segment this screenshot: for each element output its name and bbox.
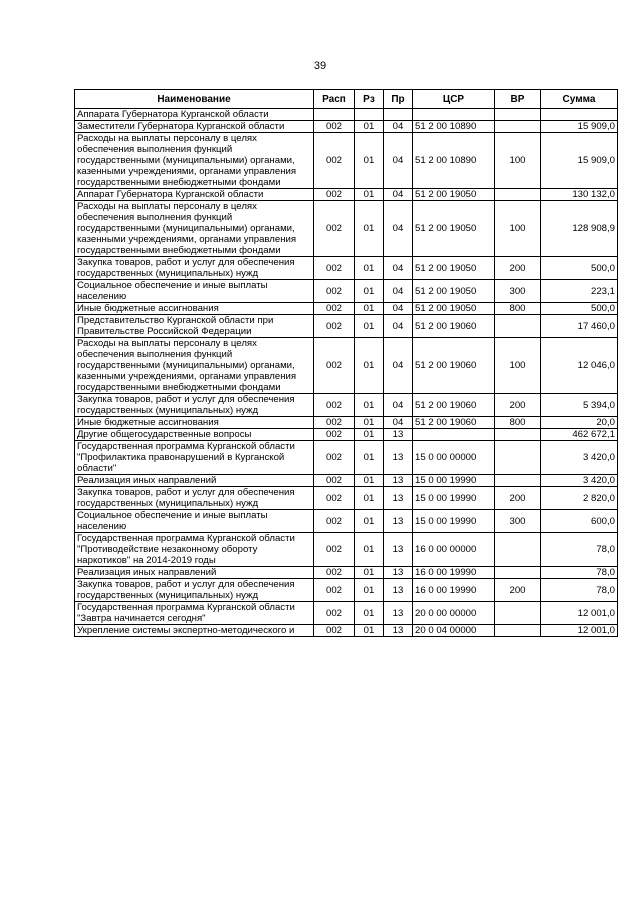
cell-sum: 17 460,0 xyxy=(541,315,618,338)
header-name: Наименование xyxy=(75,90,314,109)
cell-csr: 51 2 00 19050 xyxy=(413,303,495,315)
cell-rz xyxy=(355,109,384,121)
table-row xyxy=(75,533,618,567)
cell-name: Государственная программа Курганской области "Завтра начинается сегодня" xyxy=(75,602,314,625)
cell-name: Государственная программа Курганской области "Противодействие незаконному обороту наркотиков" на 2014-2019 годы xyxy=(75,533,314,567)
cell-csr xyxy=(413,429,495,441)
cell-name: Укрепление системы экспертно-методического и xyxy=(75,625,314,637)
cell-csr: 51 2 00 19050 xyxy=(413,189,495,201)
cell-rz: 01 xyxy=(355,394,384,417)
cell-csr: 16 0 00 19990 xyxy=(413,567,495,579)
cell-csr: 15 0 00 19990 xyxy=(413,510,495,533)
cell-rz: 01 xyxy=(355,280,384,303)
cell-csr: 15 0 00 19990 xyxy=(413,487,495,510)
cell-vr xyxy=(495,429,541,441)
cell-rz: 01 xyxy=(355,441,384,475)
cell-rz: 01 xyxy=(355,257,384,280)
cell-name: Закупка товаров, работ и услуг для обеспечения государственных (муниципальных) нужд xyxy=(75,257,314,280)
cell-sum: 500,0 xyxy=(541,303,618,315)
cell-name: Расходы на выплаты персоналу в целях обеспечения выполнения функций государственными (муниципальными) органами, казенными учреждениями, органами управления государственными внебюджетными фондами xyxy=(75,338,314,394)
cell-rz: 01 xyxy=(355,338,384,394)
cell-rz: 01 xyxy=(355,417,384,429)
cell-sum: 600,0 xyxy=(541,510,618,533)
cell-rz: 01 xyxy=(355,475,384,487)
cell-rasp: 002 xyxy=(314,394,355,417)
cell-name: Государственная программа Курганской области "Профилактика правонарушений в Курганской области" xyxy=(75,441,314,475)
cell-pr: 04 xyxy=(384,417,413,429)
cell-sum: 223,1 xyxy=(541,280,618,303)
cell-rasp: 002 xyxy=(314,121,355,133)
cell-name: Реализация иных направлений xyxy=(75,475,314,487)
cell-csr: 51 2 00 10890 xyxy=(413,133,495,189)
cell-csr: 51 2 00 10890 xyxy=(413,121,495,133)
cell-sum: 12 001,0 xyxy=(541,602,618,625)
cell-csr: 51 2 00 19050 xyxy=(413,257,495,280)
cell-vr xyxy=(495,315,541,338)
cell-vr xyxy=(495,189,541,201)
cell-csr: 16 0 00 00000 xyxy=(413,533,495,567)
table-row xyxy=(75,315,618,338)
header-csr: ЦСР xyxy=(413,90,495,109)
cell-rz: 01 xyxy=(355,533,384,567)
cell-rz: 01 xyxy=(355,510,384,533)
cell-vr: 100 xyxy=(495,201,541,257)
table-row xyxy=(75,280,618,303)
cell-csr: 51 2 00 19060 xyxy=(413,394,495,417)
cell-csr: 20 0 00 00000 xyxy=(413,602,495,625)
cell-name: Закупка товаров, работ и услуг для обеспечения государственных (муниципальных) нужд xyxy=(75,394,314,417)
cell-sum: 500,0 xyxy=(541,257,618,280)
cell-pr: 04 xyxy=(384,338,413,394)
cell-pr: 13 xyxy=(384,475,413,487)
cell-sum: 3 420,0 xyxy=(541,475,618,487)
cell-sum: 15 909,0 xyxy=(541,133,618,189)
cell-rz: 01 xyxy=(355,579,384,602)
cell-sum: 128 908,9 xyxy=(541,201,618,257)
cell-rasp: 002 xyxy=(314,625,355,637)
table-row xyxy=(75,625,618,637)
cell-name: Закупка товаров, работ и услуг для обеспечения государственных (муниципальных) нужд xyxy=(75,579,314,602)
cell-rasp: 002 xyxy=(314,315,355,338)
cell-pr: 04 xyxy=(384,201,413,257)
cell-pr: 13 xyxy=(384,602,413,625)
cell-name: Иные бюджетные ассигнования xyxy=(75,417,314,429)
table-row xyxy=(75,441,618,475)
table-row xyxy=(75,417,618,429)
cell-name: Аппарат Губернатора Курганской области xyxy=(75,189,314,201)
header-rz: Рз xyxy=(355,90,384,109)
header-pr: Пр xyxy=(384,90,413,109)
cell-rasp: 002 xyxy=(314,338,355,394)
table-row xyxy=(75,567,618,579)
cell-sum: 462 672,1 xyxy=(541,429,618,441)
header-sum: Сумма xyxy=(541,90,618,109)
cell-vr: 200 xyxy=(495,257,541,280)
cell-rasp: 002 xyxy=(314,579,355,602)
cell-vr xyxy=(495,441,541,475)
cell-pr: 04 xyxy=(384,303,413,315)
cell-rasp: 002 xyxy=(314,417,355,429)
cell-rz: 01 xyxy=(355,625,384,637)
budget-table xyxy=(74,89,618,637)
cell-sum: 12 046,0 xyxy=(541,338,618,394)
cell-rasp: 002 xyxy=(314,510,355,533)
header-row xyxy=(75,90,618,109)
cell-rz: 01 xyxy=(355,315,384,338)
cell-rasp: 002 xyxy=(314,201,355,257)
cell-name: Реализация иных направлений xyxy=(75,567,314,579)
cell-pr xyxy=(384,109,413,121)
cell-rasp: 002 xyxy=(314,487,355,510)
cell-rasp: 002 xyxy=(314,280,355,303)
cell-csr: 20 0 04 00000 xyxy=(413,625,495,637)
cell-pr: 04 xyxy=(384,394,413,417)
cell-pr: 13 xyxy=(384,510,413,533)
cell-csr: 16 0 00 19990 xyxy=(413,579,495,602)
cell-sum: 78,0 xyxy=(541,579,618,602)
table-row xyxy=(75,303,618,315)
cell-pr: 04 xyxy=(384,280,413,303)
cell-vr: 300 xyxy=(495,510,541,533)
cell-rasp: 002 xyxy=(314,602,355,625)
cell-rasp: 002 xyxy=(314,257,355,280)
cell-pr: 13 xyxy=(384,429,413,441)
cell-csr: 15 0 00 19990 xyxy=(413,475,495,487)
cell-vr: 200 xyxy=(495,487,541,510)
table-row xyxy=(75,394,618,417)
cell-pr: 13 xyxy=(384,487,413,510)
cell-vr: 100 xyxy=(495,133,541,189)
cell-sum: 3 420,0 xyxy=(541,441,618,475)
cell-rz: 01 xyxy=(355,189,384,201)
cell-vr: 100 xyxy=(495,338,541,394)
cell-csr: 51 2 00 19050 xyxy=(413,280,495,303)
cell-name: Социальное обеспечение и иные выплаты населению xyxy=(75,510,314,533)
cell-csr: 51 2 00 19060 xyxy=(413,315,495,338)
cell-csr xyxy=(413,109,495,121)
cell-rz: 01 xyxy=(355,133,384,189)
cell-rz: 01 xyxy=(355,303,384,315)
table-row xyxy=(75,510,618,533)
page-number: 39 xyxy=(313,60,327,72)
cell-rasp: 002 xyxy=(314,533,355,567)
header-rasp: Расп xyxy=(314,90,355,109)
table-row xyxy=(75,121,618,133)
cell-rasp: 002 xyxy=(314,475,355,487)
cell-vr xyxy=(495,121,541,133)
cell-name: Заместители Губернатора Курганской области xyxy=(75,121,314,133)
cell-name: Представительство Курганской области при Правительстве Российской Федерации xyxy=(75,315,314,338)
cell-rz: 01 xyxy=(355,487,384,510)
cell-rasp: 002 xyxy=(314,303,355,315)
cell-vr: 800 xyxy=(495,417,541,429)
table-row xyxy=(75,475,618,487)
table-row xyxy=(75,133,618,189)
cell-vr: 300 xyxy=(495,280,541,303)
cell-sum: 78,0 xyxy=(541,533,618,567)
cell-sum: 78,0 xyxy=(541,567,618,579)
cell-pr: 13 xyxy=(384,441,413,475)
cell-sum: 20,0 xyxy=(541,417,618,429)
cell-rasp: 002 xyxy=(314,189,355,201)
cell-name: Расходы на выплаты персоналу в целях обеспечения выполнения функций государственными (муниципальными) органами, казенными учреждениями, органами управления государственными внебюджетными фондами xyxy=(75,133,314,189)
cell-pr: 13 xyxy=(384,625,413,637)
table-row xyxy=(75,487,618,510)
cell-vr xyxy=(495,475,541,487)
cell-pr: 04 xyxy=(384,133,413,189)
cell-rz: 01 xyxy=(355,201,384,257)
cell-vr xyxy=(495,109,541,121)
cell-name: Закупка товаров, работ и услуг для обеспечения государственных (муниципальных) нужд xyxy=(75,487,314,510)
header-vr: ВР xyxy=(495,90,541,109)
cell-vr xyxy=(495,625,541,637)
cell-rasp: 002 xyxy=(314,429,355,441)
table-row xyxy=(75,602,618,625)
cell-pr: 13 xyxy=(384,567,413,579)
cell-vr xyxy=(495,602,541,625)
cell-pr: 04 xyxy=(384,315,413,338)
cell-sum: 15 909,0 xyxy=(541,121,618,133)
cell-sum xyxy=(541,109,618,121)
table-body xyxy=(75,109,618,637)
cell-rz: 01 xyxy=(355,567,384,579)
table-row xyxy=(75,201,618,257)
cell-name: Другие общегосударственные вопросы xyxy=(75,429,314,441)
cell-csr: 51 2 00 19060 xyxy=(413,338,495,394)
cell-rasp: 002 xyxy=(314,133,355,189)
cell-name: Расходы на выплаты персоналу в целях обеспечения выполнения функций государственными (муниципальными) органами, казенными учреждениями, органами управления государственными внебюджетными фондами xyxy=(75,201,314,257)
cell-vr: 200 xyxy=(495,579,541,602)
cell-vr: 800 xyxy=(495,303,541,315)
cell-vr: 200 xyxy=(495,394,541,417)
cell-sum: 2 820,0 xyxy=(541,487,618,510)
table-row xyxy=(75,338,618,394)
cell-name: Аппарата Губернатора Курганской области xyxy=(75,109,314,121)
cell-rasp xyxy=(314,109,355,121)
cell-pr: 13 xyxy=(384,533,413,567)
cell-vr xyxy=(495,567,541,579)
cell-pr: 04 xyxy=(384,121,413,133)
table-row xyxy=(75,189,618,201)
table-row xyxy=(75,579,618,602)
cell-pr: 13 xyxy=(384,579,413,602)
cell-csr: 51 2 00 19060 xyxy=(413,417,495,429)
table-row xyxy=(75,109,618,121)
cell-rasp: 002 xyxy=(314,567,355,579)
cell-pr: 04 xyxy=(384,257,413,280)
cell-vr xyxy=(495,533,541,567)
cell-csr: 15 0 00 00000 xyxy=(413,441,495,475)
cell-name: Социальное обеспечение и иные выплаты населению xyxy=(75,280,314,303)
cell-csr: 51 2 00 19050 xyxy=(413,201,495,257)
cell-sum: 130 132,0 xyxy=(541,189,618,201)
cell-pr: 04 xyxy=(384,189,413,201)
cell-rz: 01 xyxy=(355,602,384,625)
cell-name: Иные бюджетные ассигнования xyxy=(75,303,314,315)
cell-rz: 01 xyxy=(355,429,384,441)
cell-sum: 12 001,0 xyxy=(541,625,618,637)
cell-rz: 01 xyxy=(355,121,384,133)
table-row xyxy=(75,429,618,441)
table-row xyxy=(75,257,618,280)
cell-sum: 5 394,0 xyxy=(541,394,618,417)
cell-rasp: 002 xyxy=(314,441,355,475)
